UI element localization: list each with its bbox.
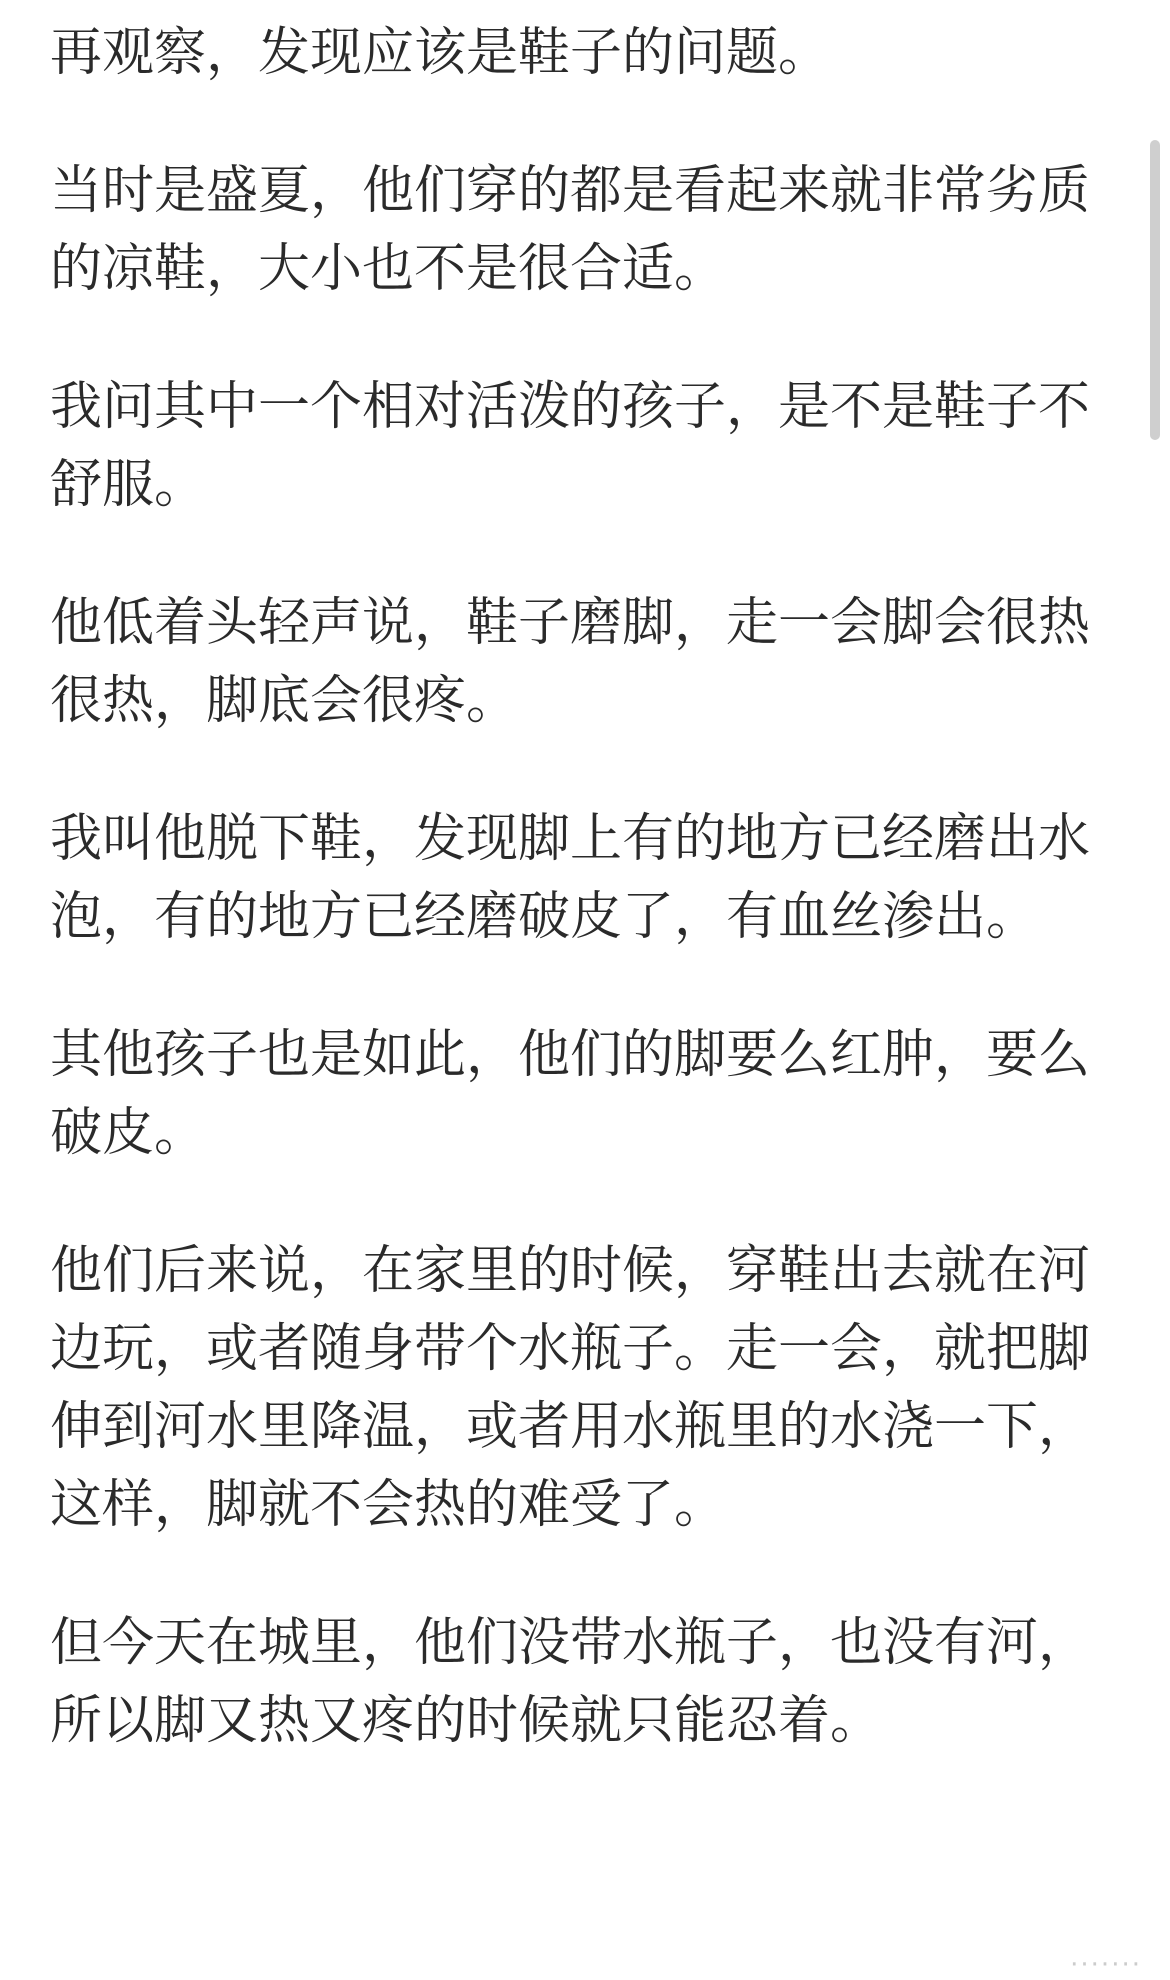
paragraph-line: 泡，有的地方已经磨破皮了，有血丝渗出。 [50, 887, 1039, 947]
paragraph-line: 所以脚又热又疼的时候就只能忍着。 [50, 1691, 883, 1751]
scrollbar[interactable] [1150, 140, 1160, 440]
paragraph-line: 这样，脚就不会热的难受了。 [50, 1475, 727, 1535]
paragraph-line: 他们后来说，在家里的时候，穿鞋出去就在河 [50, 1241, 1091, 1301]
paragraph-6 [50, 1016, 1090, 1172]
paragraph-8 [50, 1604, 1090, 1760]
paragraph-line: 再观察，发现应该是鞋子的问题。 [50, 23, 831, 83]
paragraph-2 [50, 152, 1090, 308]
paragraph-line: 很热，脚底会很疼。 [50, 671, 519, 731]
paragraph-line: 我叫他脱下鞋，发现脚上有的地方已经磨出水 [50, 809, 1091, 869]
paragraph-1 [50, 14, 1090, 92]
paragraph-line: 边玩，或者随身带个水瓶子。走一会，就把脚 [50, 1319, 1091, 1379]
paragraph-4 [50, 584, 1090, 740]
paragraph-line: 伸到河水里降温，或者用水瓶里的水浇一下， [50, 1397, 1091, 1457]
more-dots-icon: ······· [1070, 1950, 1142, 1980]
paragraph-line: 但今天在城里，他们没带水瓶子，也没有河， [50, 1613, 1091, 1673]
article-body [50, 14, 1090, 1820]
paragraph-line: 其他孩子也是如此，他们的脚要么红肿，要么 [50, 1025, 1091, 1085]
paragraph-line: 破皮。 [50, 1103, 207, 1163]
more-indicator[interactable] [770, 1948, 1160, 1978]
paragraph-3 [50, 368, 1090, 524]
paragraph-line: 舒服。 [50, 455, 207, 515]
paragraph-line: 我问其中一个相对活泼的孩子，是不是鞋子不 [50, 377, 1091, 437]
paragraph-5 [50, 800, 1090, 956]
paragraph-line: 当时是盛夏，他们穿的都是看起来就非常劣质 [50, 161, 1091, 221]
paragraph-7 [50, 1232, 1090, 1544]
paragraph-line: 的凉鞋，大小也不是很合适。 [50, 239, 727, 299]
paragraph-line: 他低着头轻声说，鞋子磨脚，走一会脚会很热 [50, 593, 1091, 653]
